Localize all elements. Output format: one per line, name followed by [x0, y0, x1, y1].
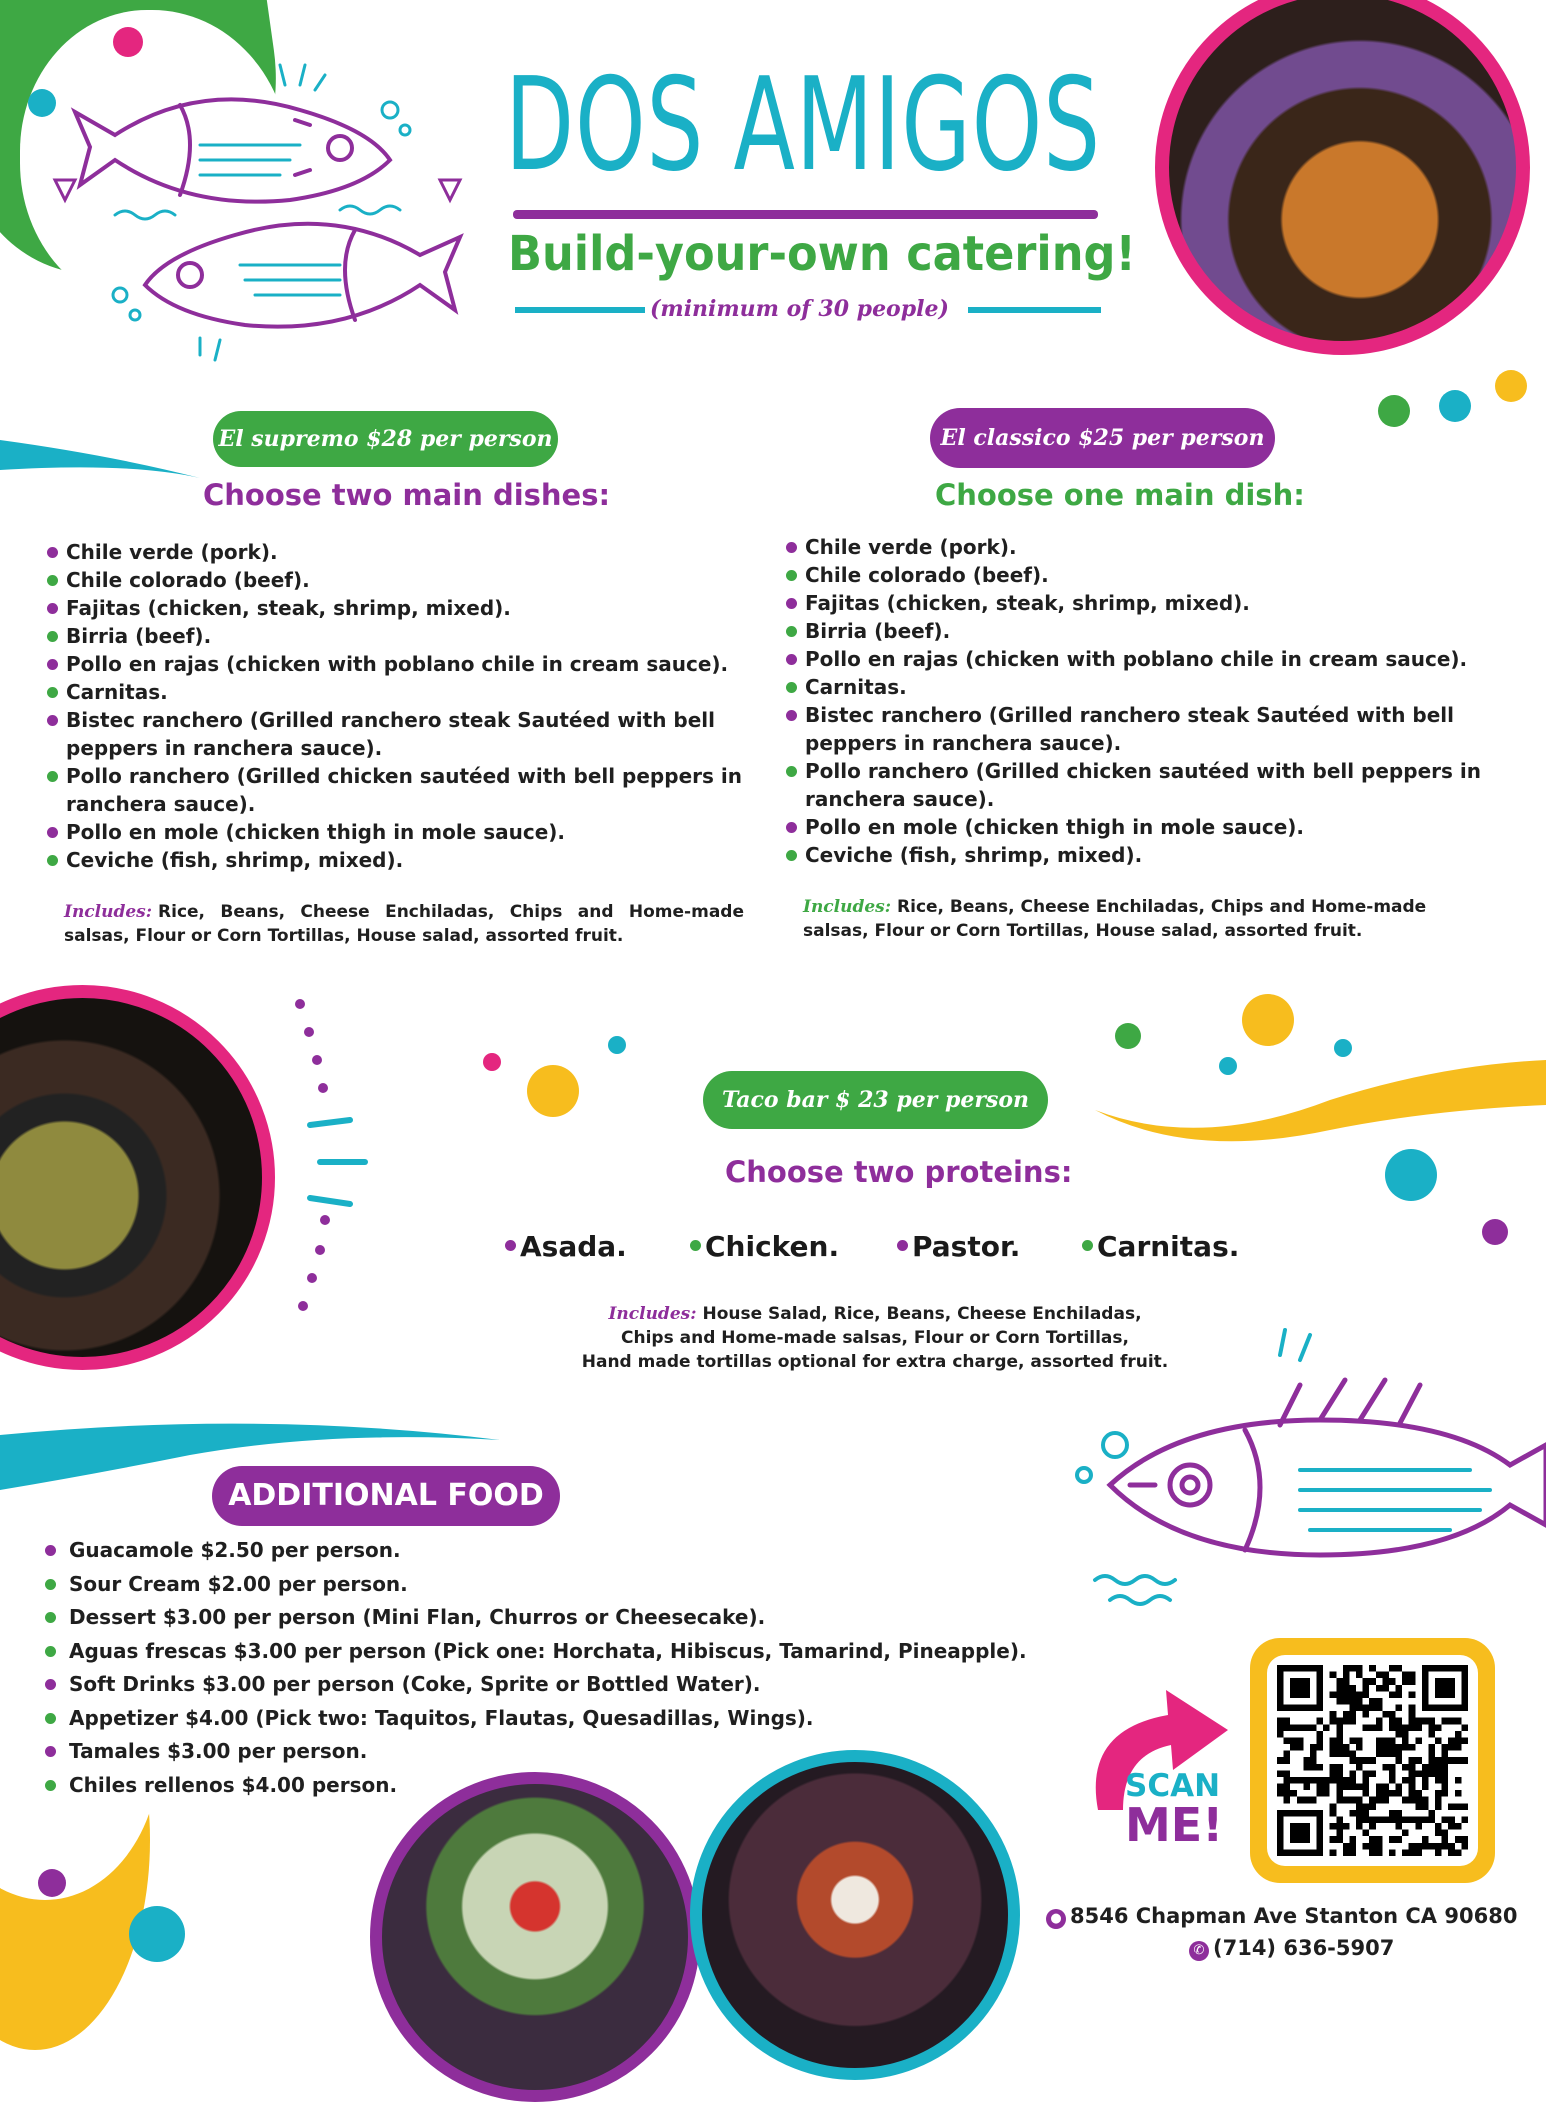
list-item	[786, 701, 1506, 757]
bullet-dot	[47, 631, 58, 642]
list-item	[47, 594, 747, 622]
fish-icon	[1070, 1325, 1546, 1625]
list-item-text: Birria (beef).	[805, 619, 951, 643]
list-item	[45, 1769, 1045, 1803]
includes-classico	[803, 895, 1443, 943]
list-item-text: Chile colorado (beef).	[66, 568, 310, 592]
list-item	[45, 1568, 1045, 1602]
list-classico-dishes	[786, 533, 1506, 869]
list-item-text: Chile verde (pork).	[66, 540, 278, 564]
list-item-text: Fajitas (chicken, steak, shrimp, mixed).	[66, 596, 511, 620]
includes-line: Hand made tortillas optional for extra charge, assorted fruit.	[581, 1352, 1169, 1372]
bullet-dot	[786, 682, 797, 693]
includes-supremo	[64, 900, 744, 948]
list-item-text: Pollo en mole (chicken thigh in mole sauce).	[805, 815, 1305, 839]
scan-label: SCAN	[1125, 1768, 1221, 1804]
bullet-dot	[786, 654, 797, 665]
bullet-dot	[45, 1713, 56, 1724]
list-item	[786, 841, 1506, 869]
list-item	[47, 566, 747, 594]
phone[interactable]	[1189, 1936, 1394, 1961]
list-item-text: Carnitas.	[805, 675, 907, 699]
list-item	[786, 673, 1506, 701]
includes-text: Rice, Beans, Cheese Enchiladas, Chips and Home-made salsas, Flour or Corn Tortillas, House salad, assorted fruit.	[64, 902, 744, 946]
phone-text: (714) 636-5907	[1213, 1936, 1395, 1960]
bullet-dot	[47, 603, 58, 614]
list-additional-food	[45, 1534, 1045, 1802]
list-item	[47, 650, 747, 678]
list-item-text: Sour Cream $2.00 per person.	[69, 1571, 408, 1596]
list-item	[786, 645, 1506, 673]
package-classico-price: El classico $25 per person	[930, 408, 1275, 468]
includes-line: Chips and Home-made salsas, Flour or Corn Tortillas,	[621, 1328, 1129, 1348]
bullet-dot	[786, 598, 797, 609]
list-item	[45, 1702, 1045, 1736]
list-item-text: Chiles rellenos $4.00 person.	[69, 1772, 398, 1797]
list-item-text: Guacamole $2.50 per person.	[69, 1538, 401, 1562]
includes-label: Includes:	[608, 1304, 697, 1324]
list-item-text: Appetizer $4.00 (Pick two: Taquitos, Flautas, Quesadillas, Wings).	[69, 1705, 814, 1730]
list-item-text: Tamales $3.00 per person.	[69, 1739, 368, 1763]
includes-label: Includes:	[803, 897, 892, 917]
list-item	[47, 846, 747, 874]
list-item-text: Dessert $3.00 per person (Mini Flan, Churros or Cheesecake).	[69, 1605, 766, 1629]
minimum-note: (minimum of 30 people)	[650, 296, 949, 322]
protein-option: Asada.	[505, 1230, 627, 1263]
list-item-text: Aguas frescas $3.00 per person (Pick one: Horchata, Hibiscus, Tamarind, Pineapple).	[69, 1638, 1027, 1663]
bullet-dot	[45, 1746, 56, 1757]
list-item	[786, 589, 1506, 617]
bullet-dot	[786, 570, 797, 581]
additional-food-header: ADDITIONAL FOOD	[212, 1466, 560, 1526]
list-item-text: Pollo ranchero (Grilled chicken sautéed with bell peppers in ranchera sauce).	[805, 759, 1481, 811]
list-item	[786, 533, 1506, 561]
list-item-text: Carnitas.	[66, 680, 168, 704]
list-item	[45, 1601, 1045, 1635]
bullet-dot	[47, 715, 58, 726]
protein-option: Chicken.	[690, 1230, 839, 1263]
title-divider	[513, 210, 1098, 219]
bullet-dot	[47, 855, 58, 866]
list-item	[47, 762, 747, 818]
bullet-dot	[786, 542, 797, 553]
heading-taco-bar: Choose two proteins:	[725, 1155, 1073, 1189]
list-item	[47, 706, 747, 762]
bullet-dot	[47, 827, 58, 838]
list-item-text: Bistec ranchero (Grilled ranchero steak Sautéed with bell peppers in ranchera sauce).	[66, 708, 716, 760]
list-item-text: Bistec ranchero (Grilled ranchero steak Sautéed with bell peppers in ranchera sauce).	[805, 703, 1455, 755]
bullet-dot	[47, 771, 58, 782]
divider-left	[515, 307, 645, 313]
scan-label-me: ME!	[1125, 1798, 1224, 1852]
list-item	[786, 561, 1506, 589]
heading-classico: Choose one main dish:	[935, 478, 1305, 512]
list-item	[45, 1668, 1045, 1702]
list-item	[45, 1534, 1045, 1568]
list-item	[45, 1735, 1045, 1769]
list-item-text: Ceviche (fish, shrimp, mixed).	[66, 848, 404, 872]
bullet-dot	[45, 1679, 56, 1690]
location-icon: ●	[1046, 1909, 1066, 1929]
list-item	[786, 757, 1506, 813]
bullet-dot	[786, 710, 797, 721]
page-subtitle: Build-your-own catering!	[508, 226, 1136, 282]
list-item	[786, 813, 1506, 841]
bullet-dot	[47, 575, 58, 586]
divider-right	[968, 307, 1101, 313]
bullet-dot	[786, 822, 797, 833]
list-item	[47, 538, 747, 566]
bullet-dot	[45, 1545, 56, 1556]
bullet-dot	[45, 1612, 56, 1623]
includes-text: Rice, Beans, Cheese Enchiladas, Chips and Home-made salsas, Flour or Corn Tortillas, House salad, assorted fruit.	[803, 897, 1427, 941]
bullet-dot	[45, 1646, 56, 1657]
list-item-text: Fajitas (chicken, steak, shrimp, mixed).	[805, 591, 1250, 615]
list-item	[45, 1635, 1045, 1669]
brand-title: DOS AMIGOS	[505, 51, 1101, 200]
list-item	[47, 818, 747, 846]
address-text: 8546 Chapman Ave Stanton CA 90680	[1070, 1904, 1518, 1928]
bullet-dot	[47, 659, 58, 670]
list-item-text: Pollo ranchero (Grilled chicken sautéed with bell peppers in ranchera sauce).	[66, 764, 742, 816]
package-supremo-price: El supremo $28 per person	[213, 411, 558, 467]
bullet-dot	[786, 766, 797, 777]
fish-icon	[40, 50, 480, 380]
list-item-text: Chile colorado (beef).	[805, 563, 1049, 587]
list-supremo-dishes	[47, 538, 747, 874]
includes-label: Includes:	[64, 902, 153, 922]
includes-line: House Salad, Rice, Beans, Cheese Enchiladas,	[702, 1304, 1142, 1324]
address	[1046, 1904, 1517, 1929]
list-item-text: Chile verde (pork).	[805, 535, 1017, 559]
list-item-text: Pollo en rajas (chicken with poblano chile in cream sauce).	[66, 652, 729, 676]
protein-option: Pastor.	[897, 1230, 1020, 1263]
bullet-dot	[47, 547, 58, 558]
heading-supremo: Choose two main dishes:	[203, 478, 611, 512]
phone-icon: ✆	[1189, 1941, 1209, 1961]
list-item	[786, 617, 1506, 645]
bullet-dot	[45, 1780, 56, 1791]
list-item	[47, 678, 747, 706]
list-item-text: Birria (beef).	[66, 624, 212, 648]
list-item-text: Ceviche (fish, shrimp, mixed).	[805, 843, 1143, 867]
bullet-dot	[45, 1579, 56, 1590]
list-item-text: Soft Drinks $3.00 per person (Coke, Sprite or Bottled Water).	[69, 1672, 761, 1696]
bullet-dot	[786, 850, 797, 861]
qr-code-icon[interactable]	[1277, 1665, 1468, 1856]
list-item	[47, 622, 747, 650]
package-taco-bar-price: Taco bar $ 23 per person	[703, 1071, 1048, 1129]
bullet-dot	[786, 626, 797, 637]
list-item-text: Pollo en mole (chicken thigh in mole sauce).	[66, 820, 566, 844]
bullet-dot	[47, 687, 58, 698]
list-item-text: Pollo en rajas (chicken with poblano chile in cream sauce).	[805, 647, 1468, 671]
protein-option: Carnitas.	[1082, 1230, 1239, 1263]
photo-food-salad	[370, 1772, 700, 2102]
